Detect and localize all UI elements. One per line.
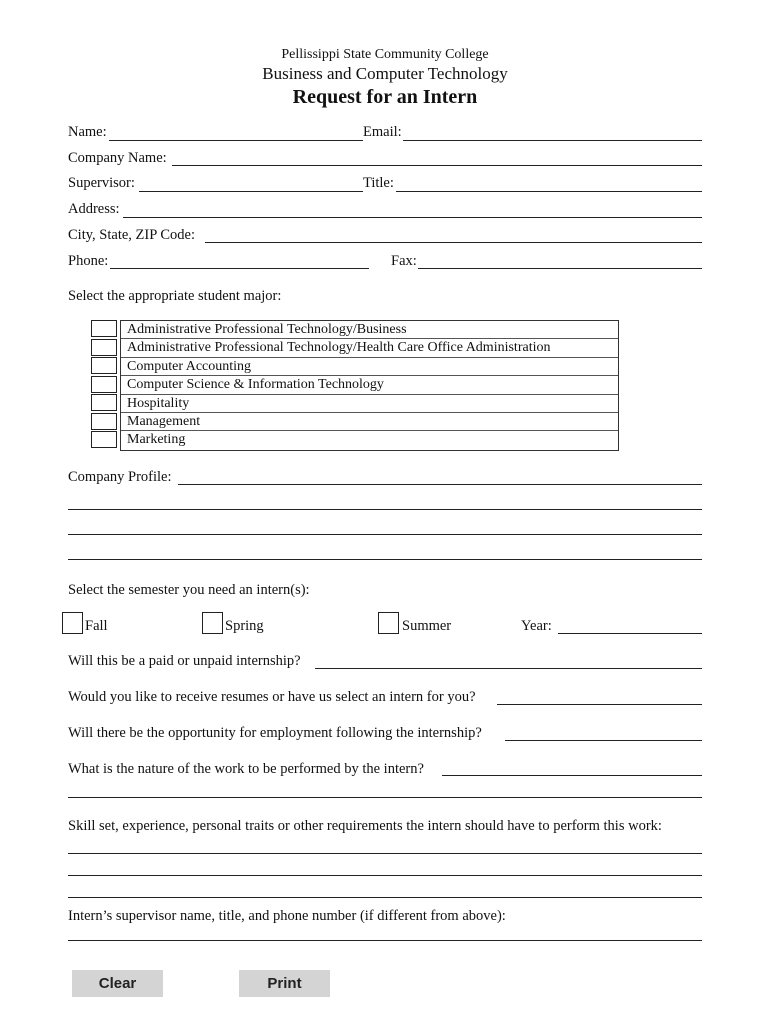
major-option: Computer Accounting [121, 358, 618, 376]
intern-supervisor-field[interactable] [70, 922, 700, 940]
nature-field[interactable] [444, 757, 700, 775]
employment-question: Will there be the opportunity for employment following the internship? [68, 725, 482, 741]
majors-table [120, 320, 619, 451]
company-name-label: Company Name: [68, 150, 167, 166]
nature-question: What is the nature of the work to be performed by the intern? [68, 761, 424, 777]
email-underline [403, 140, 702, 141]
semester-prompt: Select the semester you need an intern(s): [68, 582, 310, 598]
major-checkbox-3[interactable] [91, 357, 117, 374]
major-option: Administrative Professional Technology/Health Care Office Administration [121, 339, 618, 357]
major-checkbox-1[interactable] [91, 320, 117, 337]
supervisor-label: Supervisor: [68, 175, 135, 191]
resumes-field[interactable] [499, 686, 700, 704]
address-underline [123, 217, 702, 218]
major-option: Computer Science & Information Technology [121, 376, 618, 394]
fax-underline [418, 268, 702, 269]
address-label: Address: [68, 201, 120, 217]
intern-supervisor-question: Intern’s supervisor name, title, and phone number (if different from above): [68, 908, 506, 924]
paid-question: Will this be a paid or unpaid internship? [68, 653, 301, 669]
major-option: Administrative Professional Technology/Business [121, 321, 618, 339]
resumes-underline [497, 704, 702, 705]
title-label: Title: [363, 175, 394, 191]
name-underline [109, 140, 363, 141]
company-name-underline [172, 165, 702, 166]
skills-field-3[interactable] [70, 879, 700, 897]
clear-button[interactable]: Clear [72, 970, 163, 997]
skills-line-2 [68, 875, 702, 876]
major-option: Management [121, 413, 618, 431]
employment-underline [505, 740, 702, 741]
company-profile-label: Company Profile: [68, 469, 172, 485]
employment-field[interactable] [507, 722, 700, 740]
fax-label: Fax: [391, 253, 417, 269]
major-option: Marketing [127, 432, 186, 448]
summer-label: Summer [402, 618, 452, 634]
city-state-zip-field[interactable] [207, 224, 700, 242]
company-profile-field-3[interactable] [70, 516, 700, 534]
company-profile-line-2 [68, 509, 702, 510]
title-field[interactable] [398, 173, 700, 191]
major-checkbox-5[interactable] [91, 394, 117, 411]
company-profile-underline [178, 484, 702, 485]
supervisor-field[interactable] [141, 173, 361, 191]
major-option: Hospitality [121, 395, 618, 413]
supervisor-underline [139, 191, 363, 192]
city-state-zip-label: City, State, ZIP Code: [68, 227, 196, 243]
major-checkbox-6[interactable] [91, 413, 117, 430]
fall-checkbox[interactable] [62, 612, 83, 634]
phone-label: Phone: [68, 253, 109, 269]
company-profile-field[interactable] [180, 466, 700, 484]
nature-field-2[interactable] [70, 779, 700, 797]
name-field[interactable] [111, 122, 361, 140]
phone-underline [110, 268, 369, 269]
major-checkbox-2[interactable] [91, 339, 117, 356]
email-field[interactable] [405, 122, 700, 140]
major-checkbox-4[interactable] [91, 376, 117, 393]
department-name: Business and Computer Technology [262, 64, 508, 83]
skills-line-3 [68, 897, 702, 898]
name-label: Name: [68, 124, 107, 140]
company-profile-field-4[interactable] [70, 541, 700, 559]
major-prompt: Select the appropriate student major: [68, 288, 282, 304]
skills-line-1 [68, 853, 702, 854]
summer-checkbox[interactable] [378, 612, 399, 634]
nature-line-2 [68, 797, 702, 798]
fall-label: Fall [85, 618, 108, 634]
college-name: Pellissippi State Community College [281, 47, 489, 62]
paid-field[interactable] [317, 650, 700, 668]
company-profile-line-4 [68, 559, 702, 560]
skills-field-1[interactable] [70, 835, 700, 853]
print-button[interactable]: Print [239, 970, 330, 997]
year-underline [558, 633, 702, 634]
spring-checkbox[interactable] [202, 612, 223, 634]
intern-supervisor-underline [68, 940, 702, 941]
skills-field-2[interactable] [70, 857, 700, 875]
title-underline [396, 191, 702, 192]
skills-question: Skill set, experience, personal traits or other requirements the intern should have to perform this work: [68, 818, 662, 834]
email-label: Email: [363, 124, 402, 140]
nature-underline [442, 775, 702, 776]
spring-label: Spring [225, 618, 264, 634]
fax-field[interactable] [420, 250, 700, 268]
form-title: Request for an Intern [292, 86, 478, 108]
city-state-zip-underline [205, 242, 702, 243]
year-field[interactable] [560, 615, 700, 633]
major-checkbox-7[interactable] [91, 431, 117, 448]
company-profile-field-2[interactable] [70, 491, 700, 509]
address-field[interactable] [125, 199, 700, 217]
company-name-field[interactable] [174, 147, 700, 165]
year-label: Year: [521, 618, 552, 634]
paid-underline [315, 668, 702, 669]
resumes-question: Would you like to receive resumes or have us select an intern for you? [68, 689, 476, 705]
phone-field[interactable] [112, 250, 367, 268]
company-profile-line-3 [68, 534, 702, 535]
